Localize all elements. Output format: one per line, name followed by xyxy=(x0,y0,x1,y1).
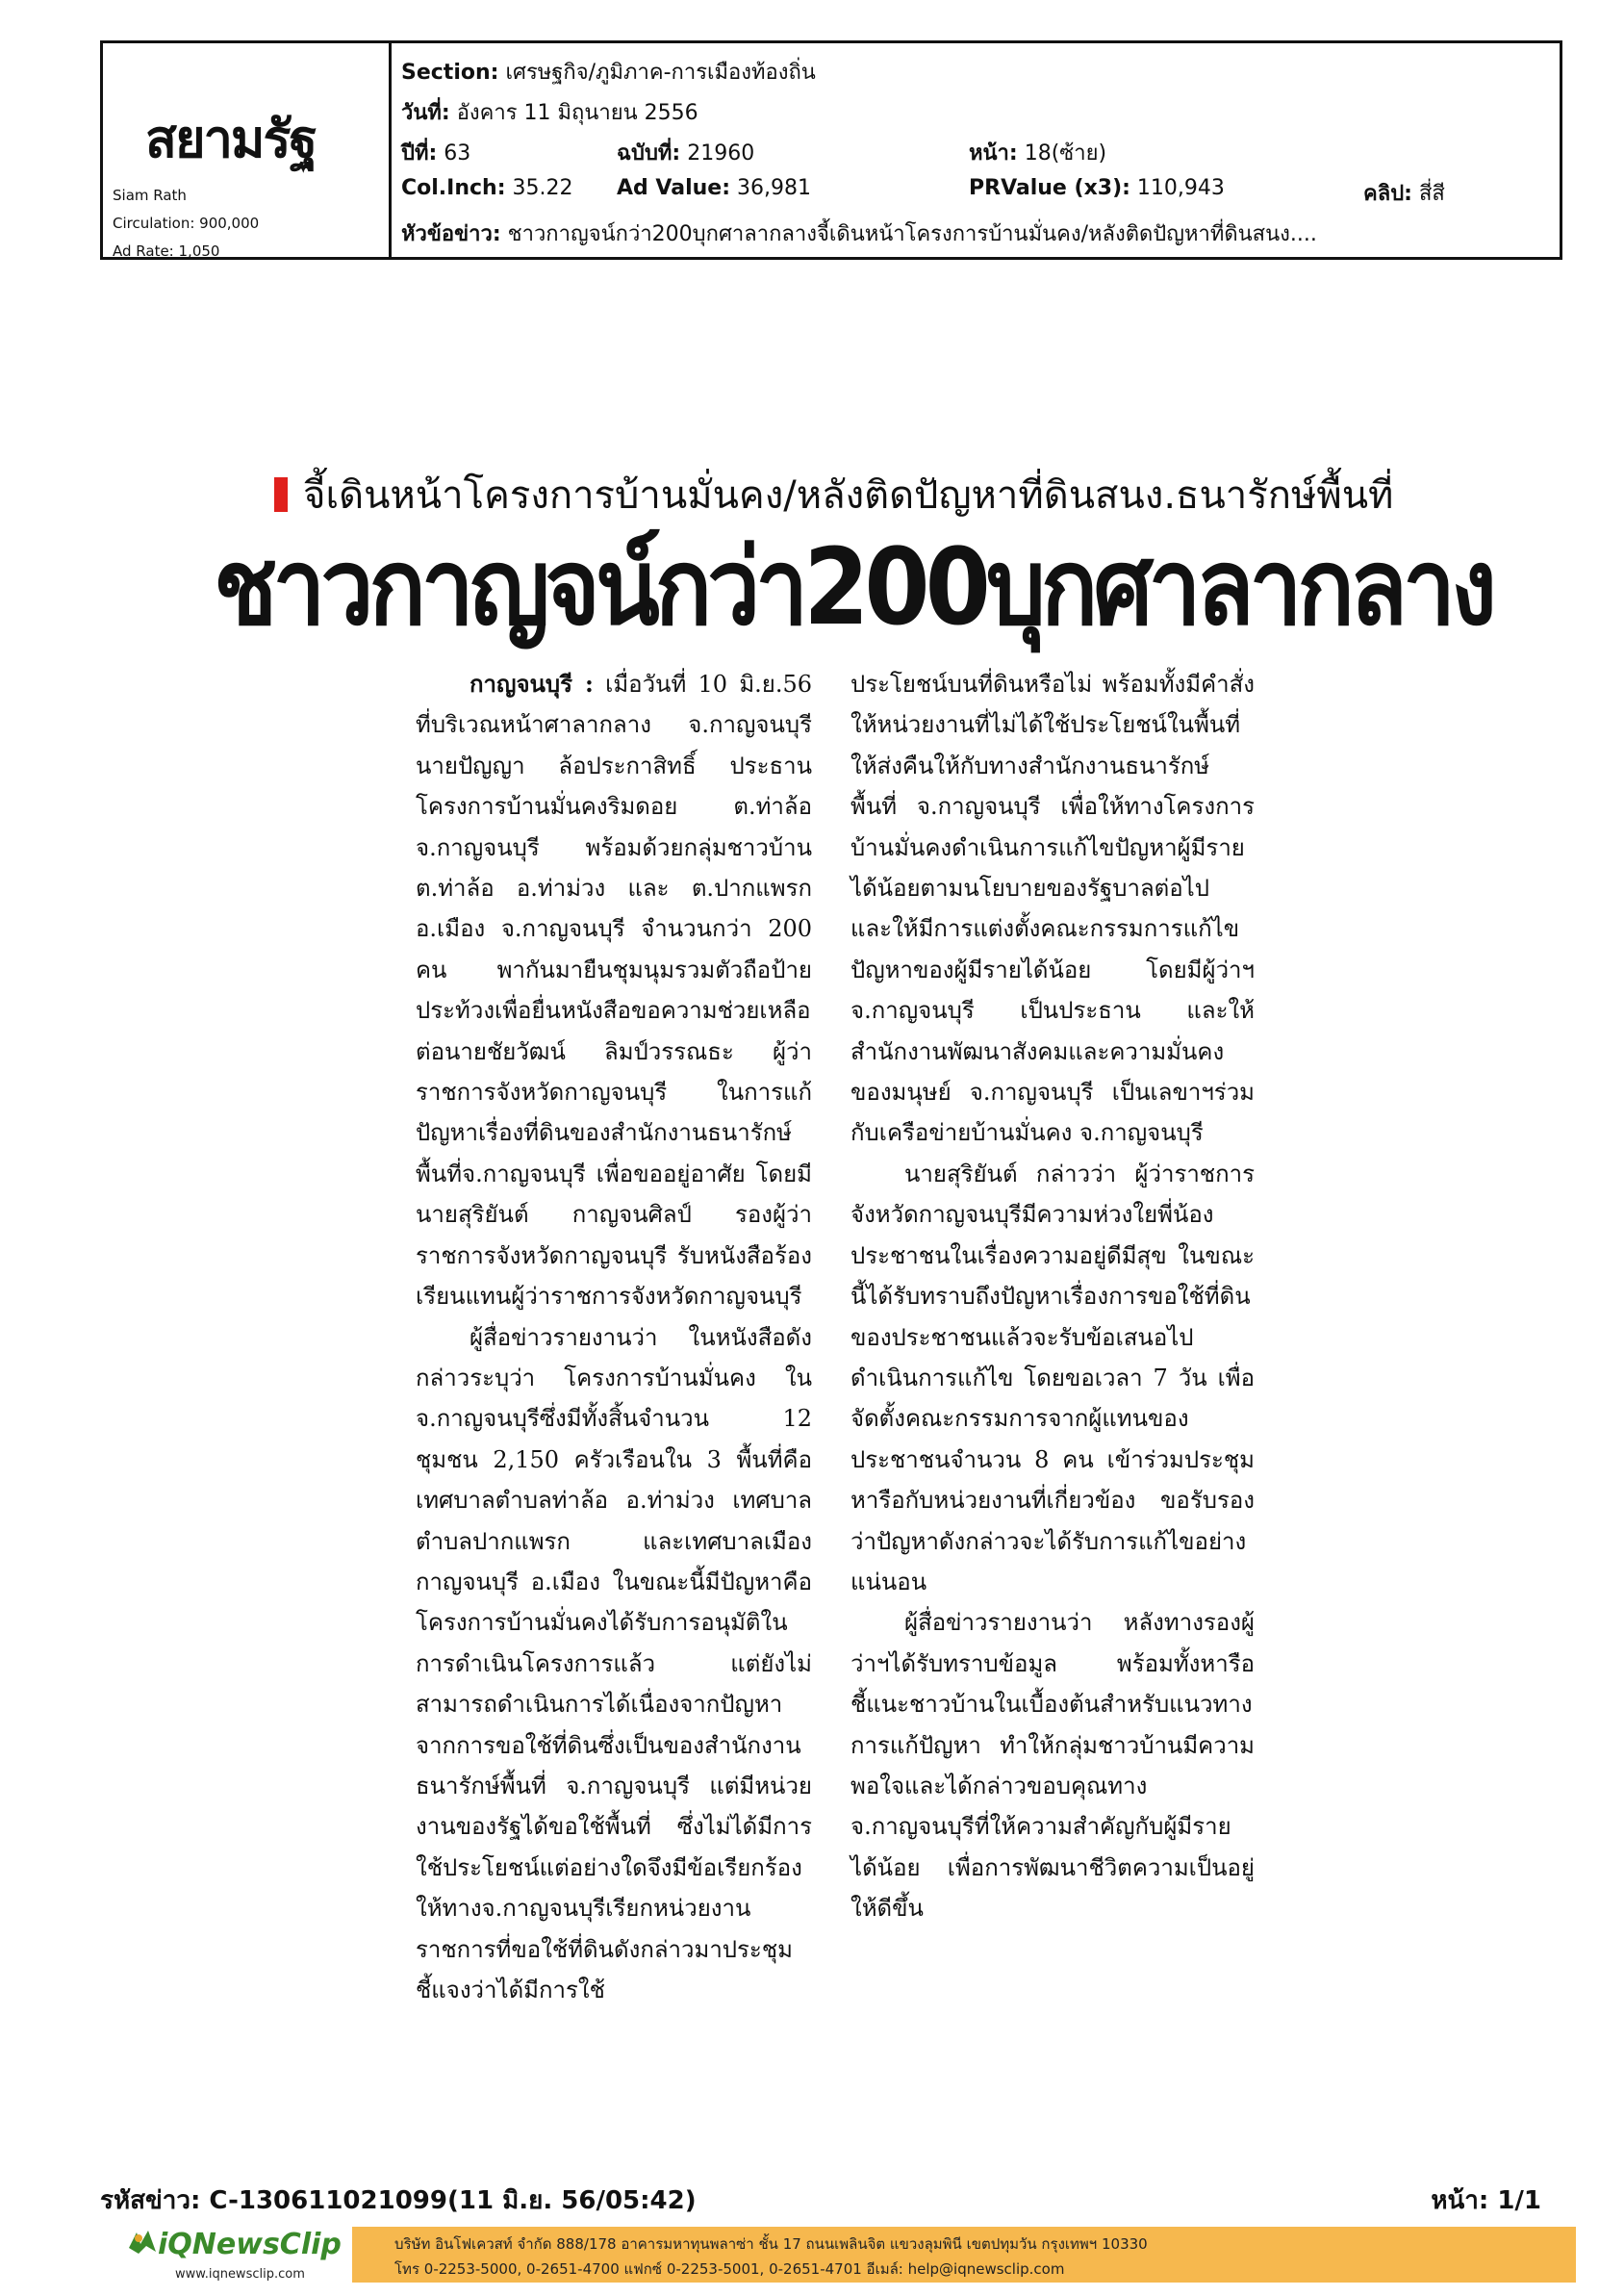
clip-info-panel xyxy=(392,43,1560,257)
page-number-label: หน้า: xyxy=(1431,2186,1489,2215)
publication-panel xyxy=(103,43,392,260)
clip-value: สี่สี xyxy=(1418,182,1445,206)
dateline: กาญจนบุรี : xyxy=(470,670,594,698)
prvalue-label: PRValue (x3): xyxy=(969,176,1130,200)
kicker-red-bar xyxy=(274,477,288,512)
company-address: บริษัท อินโฟเควสท์ จำกัด 888/178 อาคารมหาทุนพลาซ่า ชั้น 17 ถนนเพลินจิต แขวงลุมพินี เขตปทุมวัน กรุงเทพฯ 10330 xyxy=(394,2235,1148,2253)
publication-meta xyxy=(113,182,259,266)
date-row xyxy=(401,95,698,129)
prvalue-value: 110,943 xyxy=(1136,176,1225,200)
news-code-value: C-130611021099(11 มิ.ย. 56/05:42) xyxy=(209,2186,697,2215)
clipping-header xyxy=(100,40,1562,260)
date-value: อังคาร 11 มิถุนายน 2556 xyxy=(456,101,698,125)
company-contact: โทร 0-2253-5000, 0-2651-4700 แฟกซ์ 0-2253-5001, 0-2651-4701 อีเมล์: help@iqnewsclip.com xyxy=(394,2260,1065,2278)
page-cell xyxy=(969,136,1106,169)
logo-text xyxy=(127,2227,342,2261)
advalue-cell xyxy=(617,176,811,200)
news-code-label: รหัสข่าว: xyxy=(100,2186,201,2215)
logo-url[interactable]: www.iqnewsclip.com xyxy=(175,2267,305,2282)
ad-rate-row: Ad Rate: 1,050 xyxy=(113,242,220,260)
colinch-cell xyxy=(401,176,573,200)
publication-logo: สยามรัฐ xyxy=(145,109,317,169)
advalue-label: Ad Value: xyxy=(617,176,731,200)
paragraph: นายสุริยันต์ กล่าวว่า ผู้ว่าราชการจังหวัดกาญจนบุรีมีความห่วงใยพี่น้องประชาชนในเรื่องความอยู่ดีมีสุข ในขณะนี้ได้รับทราบถึงปัญหาเรื่องการขอใช้ที่ดินของประชาชนแล้วจะรับข้อเสนอไปดำเนินการแก้ไข โดยขอเวลา 7 วัน เพื่อจัดตั้งคณะกรรมการจากผู้แทนของประชาชนจำนวน 8 คน เข้าร่วมประชุมหารือกับหน่วยงานที่เกี่ยวข้อง ขอรับรองว่าปัญหาดังกล่าวจะได้รับการแก้ไขอย่างแน่นอน xyxy=(850,1160,1255,1595)
paragraph: ผู้สื่อข่าวรายงานว่า หลังทางรองผู้ว่าฯได้รับทราบข้อมูล พร้อมทั้งหารือชี้แนะชาวบ้านในเบื้องต้นสำหรับแนวทางการแก้ปัญหา ทำให้กลุ่มชาวบ้านมีความพอใจและได้กล่าวขอบคุณทาง จ.กาญจนบุรีที่ให้ความสำคัญกับผู้มีรายได้น้อย เพื่อการพัฒนาชีวิตความเป็นอยู่ให้ดีขึ้น xyxy=(850,1609,1255,1923)
page-number-value: 1/1 xyxy=(1497,2186,1541,2215)
footer-contact-bar xyxy=(352,2227,1576,2283)
prvalue-cell xyxy=(969,176,1225,200)
issue-cell xyxy=(617,136,754,169)
headline-label: หัวข้อข่าว: xyxy=(401,222,501,246)
issue-value: 21960 xyxy=(687,141,755,166)
paragraph-text: เมื่อวันที่ 10 มิ.ย.56 ที่บริเวณหน้าศาลากลาง จ.กาญจนบุรี นายปัญญา ล้อประกาสิทธิ์ ประธานโครงการบ้านมั่นคงริมดอย ต.ท่าล้อ จ.กาญจนบุรี พร้อมด้วยกลุ่มชาวบ้าน ต.ท่าล้อ อ.ท่าม่วง และ ต.ปากแพรก อ.เมือง จ.กาญจนบุรี จำนวนกว่า 200 คน พากันมายืนชุมนุมรวมตัวถือป้ายประท้วงเพื่อยื่นหนังสือขอความช่วยเหลือต่อนายชัยวัฒน์ ลิมป์วรรณธะ ผู้ว่าราชการจังหวัดกาญจนบุรี ในการแก้ปัญหาเรื่องที่ดินของสำนักงานธนารักษ์พื้นที่จ.กาญจนบุรี เพื่อขออยู่อาศัย โดยมีนายสุริยันต์ กาญจนศิลป์ รองผู้ว่าราชการจังหวัดกาญจนบุรี รับหนังสือร้องเรียนแทนผู้ว่าราชการจังหวัดกาญจนบุรี xyxy=(416,671,812,1311)
section-row xyxy=(401,55,816,89)
article-column-1 xyxy=(416,664,812,2010)
issue-label: ฉบับที่: xyxy=(617,141,681,166)
article-column-2 xyxy=(850,664,1255,1929)
date-label: วันที่: xyxy=(401,101,450,125)
clip-cell xyxy=(1363,176,1445,210)
logo-mark-icon xyxy=(127,2227,158,2258)
paragraph: ผู้สื่อข่าวรายงานว่า ในหนังสือดังกล่าวระบุว่า โครงการบ้านมั่นคง ใน จ.กาญจนบุรีซึ่งมีทั้งสิ้นจำนวน 12 ชุมชน 2,150 ครัวเรือนใน 3 พื้นที่คือ เทศบาลตำบลท่าล้อ อ.ท่าม่วง เทศบาลตำบลปากแพรก และเทศบาลเมืองกาญจนบุรี อ.เมือง ในขณะนี้มีปัญหาคือ โครงการบ้านมั่นคงได้รับการอนุมัติในการดำเนินโครงการแล้ว แต่ยังไม่สามารถดำเนินการได้เนื่องจากปัญหาจากการขอใช้ที่ดินซึ่งเป็นของสำนักงานธนารักษ์พื้นที่ จ.กาญจนบุรี แต่มีหน่วยงานของรัฐได้ขอใช้พื้นที่ ซึ่งไม่ได้มีการใช้ประโยชน์แต่อย่างใดจึงมีข้อเรียกร้องให้ทางจ.กาญจนบุรีเรียกหน่วยงานราชการที่ขอใช้ที่ดินดังกล่าวมาประชุมชี้แจงว่าได้มีการใช้ xyxy=(416,1323,812,2003)
logo-wordmark: iQNewsClip xyxy=(158,2228,342,2261)
article-headline: ชาวกาญจน์กว่า200บุกศาลากลาง xyxy=(214,526,1492,650)
kicker-text: จี้เดินหน้าโครงการบ้านมั่นคง/หลังติดปัญหาที่ดินสนง.ธนารักษ์พื้นที่ xyxy=(303,473,1394,518)
page-number xyxy=(1431,2181,1541,2220)
page-label: หน้า: xyxy=(969,141,1018,166)
ad-rate-value: 1,050 xyxy=(178,242,220,260)
iqnewsclip-logo[interactable] xyxy=(127,2225,342,2288)
article-kicker xyxy=(274,464,1393,525)
headline-value: ชาวกาญจน์กว่า200บุกศาลากลางจี้เดินหน้าโครงการบ้านมั่นคง/หลังติดปัญหาที่ดินสนง.... xyxy=(507,222,1317,246)
colinch-label: Col.Inch: xyxy=(401,176,506,200)
clip-label: คลิป: xyxy=(1363,182,1412,206)
news-code xyxy=(100,2181,697,2220)
colinch-value: 35.22 xyxy=(512,176,573,200)
paragraph: ประโยชน์บนที่ดินหรือไม่ พร้อมทั้งมีคำสั่งให้หน่วยงานที่ไม่ได้ใช้ประโยชน์ในพื้นที่ให้ส่งคืนให้กับทางสำนักงานธนารักษ์พื้นที่ จ.กาญจนบุรี เพื่อให้ทางโครงการบ้านมั่นคงดำเนินการแก้ไขปัญหาผู้มีรายได้น้อยตามนโยบายของรัฐบาลต่อไป และให้มีการแต่งตั้งคณะกรรมการแก้ไขปัญหาของผู้มีรายได้น้อย โดยมีผู้ว่าฯ จ.กาญจนบุรี เป็นประธาน และให้สำนักงานพัฒนาสังคมและความมั่นคงของมนุษย์ จ.กาญจนบุรี เป็นเลขาฯร่วมกับเครือข่ายบ้านมั่นคง จ.กาญจนบุรี xyxy=(850,671,1255,1147)
year-cell xyxy=(401,136,470,169)
page-value: 18(ซ้าย) xyxy=(1024,141,1107,166)
paragraph xyxy=(416,664,812,1317)
year-label: ปีที่: xyxy=(401,141,438,166)
year-value: 63 xyxy=(444,141,471,166)
section-label: Section: xyxy=(401,61,499,85)
publication-name-en: Siam Rath xyxy=(113,187,187,204)
circulation-row: Circulation: 900,000 xyxy=(113,215,260,232)
advalue-value: 36,981 xyxy=(737,176,812,200)
headline-row xyxy=(401,217,1317,250)
section-value: เศรษฐกิจ/ภูมิภาค-การเมืองท้องถิ่น xyxy=(505,61,816,85)
circulation-value: 900,000 xyxy=(199,215,260,232)
